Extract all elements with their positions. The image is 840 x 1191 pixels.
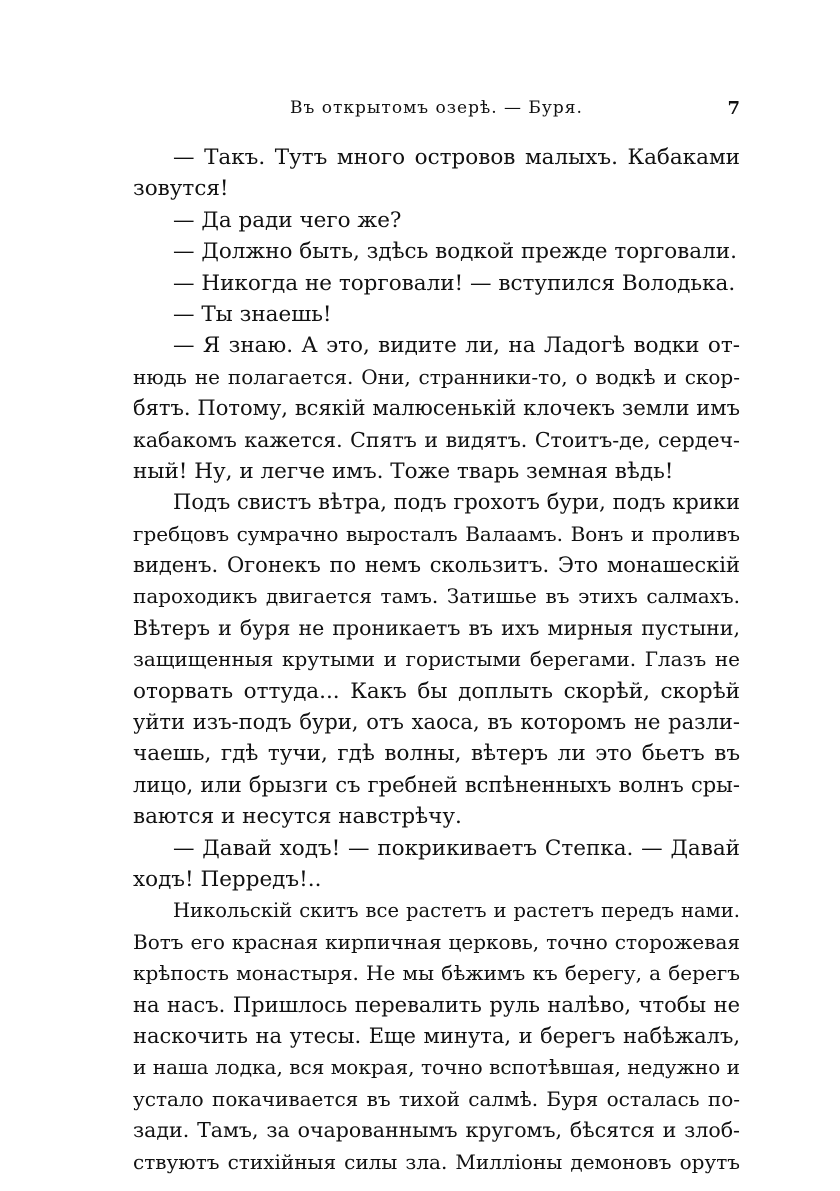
text-line: гребцовъ сумрачно выросталъ Валаамъ. Вонъ и проливъ <box>133 521 740 546</box>
text-line: Подъ свистъ вѣтра, подъ грохотъ бури, подъ крики <box>173 490 740 515</box>
text-line: оторвать оттуда... Какъ бы доплыть скорѣй, скорѣй <box>133 678 740 704</box>
text-line: бятъ. Потому, всякій малюсенькій клочекъ земли имъ <box>133 396 740 421</box>
text-line: — Давай ходъ! — покрикиваетъ Степка. — Давай <box>173 835 740 861</box>
text-line: кабакомъ кажется. Спятъ и видятъ. Стоитъ-де, сердеч- <box>133 427 740 452</box>
text-line: пароходикъ двигается тамъ. Затишье въ этихъ салмахъ. <box>133 584 740 609</box>
text-line: и наша лодка, вся мокрая, точно вспотѣвшая, недужно и <box>133 1055 740 1080</box>
text-line: защищенныя крутыми и гористыми берегами. Глазъ не <box>133 647 740 672</box>
text-line: устало покачивается въ тихой салмѣ. Буря осталась по- <box>133 1086 740 1111</box>
text-line: нюдь не полагается. Они, странники-то, о водкѣ и скор- <box>133 364 740 389</box>
page-number: 7 <box>727 98 740 119</box>
text-line: — Ты знаешь! <box>173 301 332 327</box>
running-title: Въ открытомъ озерѣ. — Буря. <box>290 98 583 118</box>
text-line: наскочить на утесы. Еще минута, и берегъ набѣжалъ, <box>133 1023 740 1048</box>
text-line: зовутся! <box>133 176 229 202</box>
text-line: ствуютъ стихійныя силы зла. Милліоны демоновъ орутъ <box>133 1149 740 1174</box>
text-line: на насъ. Пришлось перевалить руль налѣво, чтобы не <box>133 992 740 1017</box>
text-line: уйти изъ-подъ бури, отъ хаоса, въ которомъ не разли- <box>133 710 740 735</box>
text-line: ваются и несутся навстрѣчу. <box>133 804 462 830</box>
text-line: Вотъ его красная кирпичная церковь, точно сторожевая <box>133 929 740 954</box>
text-line: Никольскій скитъ все растетъ и растетъ передъ нами. <box>173 899 740 923</box>
text-line: ходъ! Перредъ!.. <box>133 866 322 892</box>
text-line: крѣпость монастыря. Не мы бѣжимъ къ берегу, а берегъ <box>133 961 740 986</box>
text-body <box>133 142 740 1178</box>
text-line: лицо, или брызги съ гребней вспѣненныхъ волнъ сры- <box>133 772 740 797</box>
text-line: виденъ. Огонекъ по немъ скользитъ. Это монашескій <box>133 553 740 578</box>
text-line: ный! Ну, и легче имъ. Тоже тварь земная вѣдь! <box>133 458 674 484</box>
text-line: Вѣтеръ и буря не проникаетъ въ ихъ мирныя пустыни, <box>133 615 740 640</box>
text-line: — Такъ. Тутъ много островов малыхъ. Кабаками <box>173 145 740 170</box>
text-line: — Должно быть, здѣсь водкой прежде торговали. <box>173 239 737 265</box>
text-line: зади. Тамъ, за очарованнымъ кругомъ, бѣсятся и злоб- <box>133 1118 740 1143</box>
text-line: — Я знаю. А это, видите ли, на Ладогѣ водки от- <box>173 333 740 359</box>
text-line: — Никогда не торговали! — вступился Володька. <box>173 270 736 296</box>
text-line: — Да ради чего же? <box>173 207 402 233</box>
text-line: чаешь, гдѣ тучи, гдѣ волны, вѣтеръ ли это бьетъ въ <box>133 741 740 767</box>
running-head <box>133 98 740 122</box>
